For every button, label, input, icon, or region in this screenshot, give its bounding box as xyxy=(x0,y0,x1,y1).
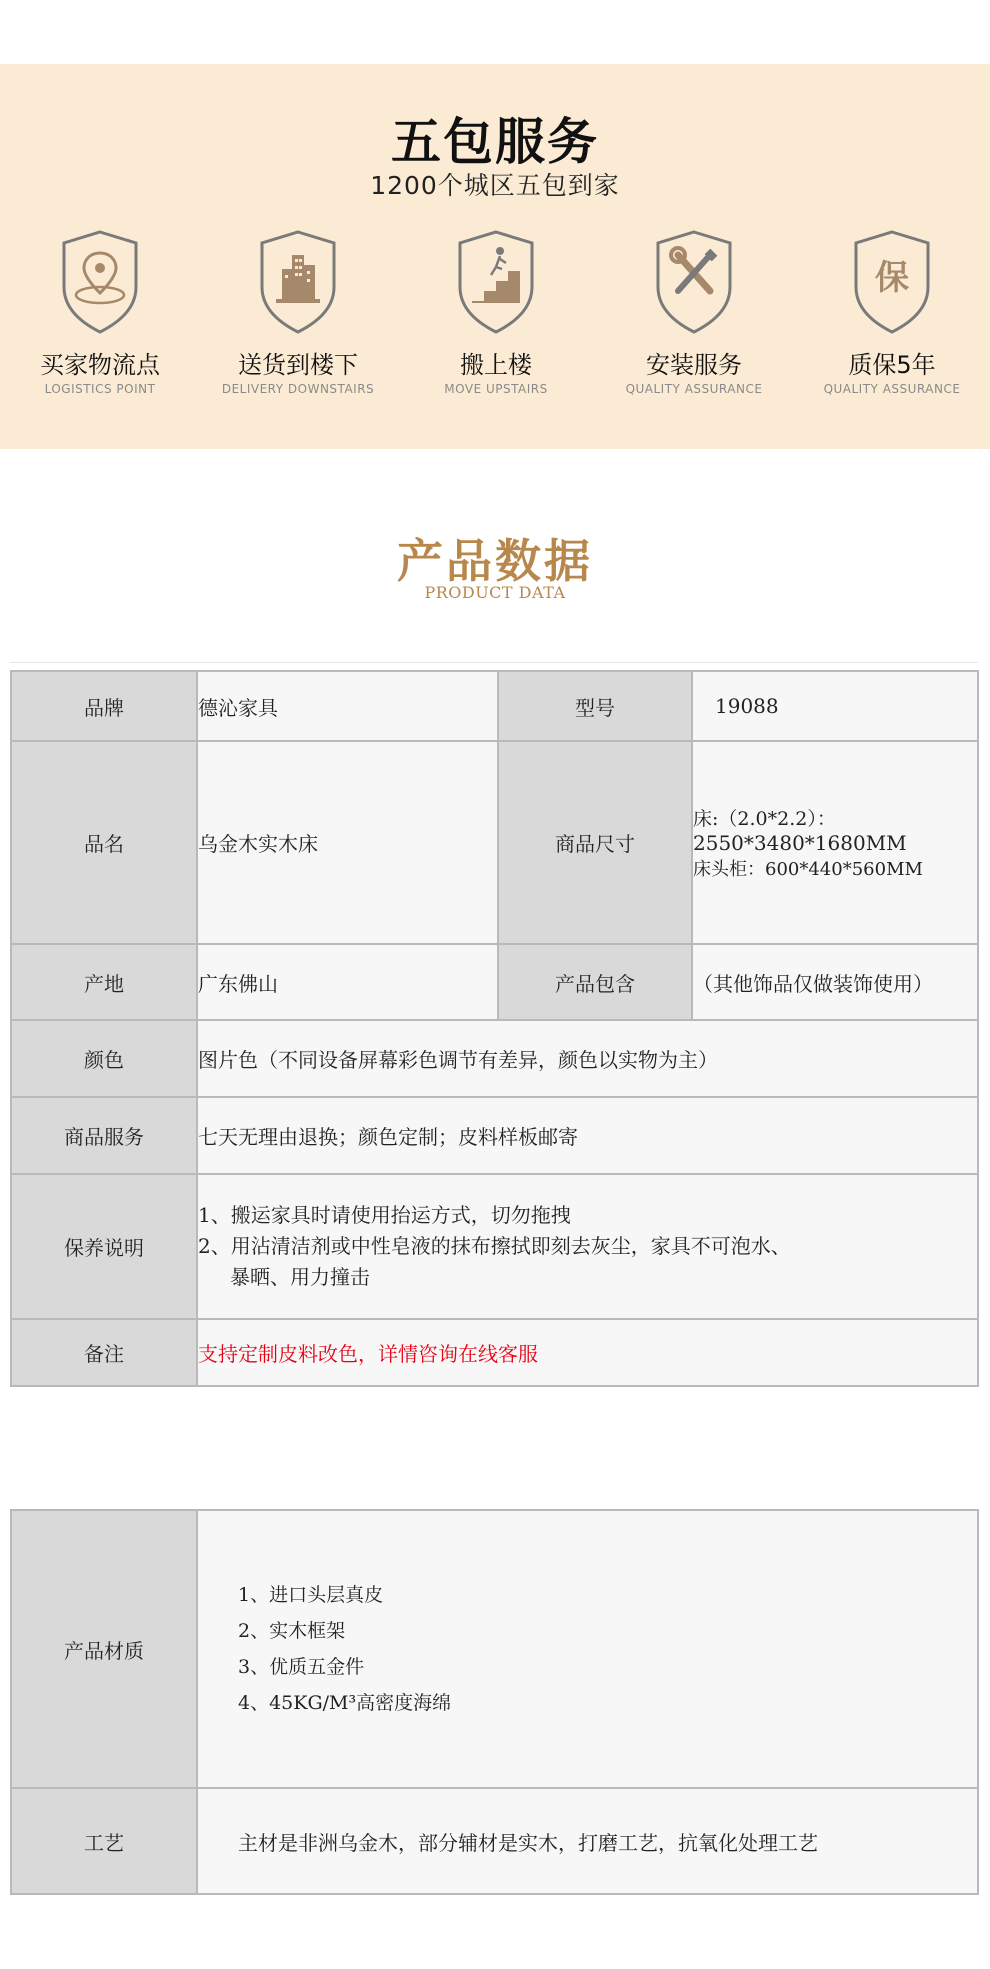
section-title: 产品数据 xyxy=(397,534,593,588)
contents-label: 产品包含 xyxy=(498,944,692,1020)
service-title: 五包服务 xyxy=(391,113,599,171)
section-subtitle: PRODUCT DATA xyxy=(424,583,566,602)
service-item-label: 搬上楼 xyxy=(460,351,532,379)
list-item: 2、实木框架 xyxy=(238,1620,346,1642)
service-label: 商品服务 xyxy=(11,1097,197,1174)
brand-value: 德沁家具 xyxy=(197,671,498,741)
material-table xyxy=(10,1509,979,1895)
size-line: 2550*3480*1680MM xyxy=(693,831,907,855)
brand-label: 品牌 xyxy=(11,671,197,741)
name-value: 乌金木实木床 xyxy=(197,741,498,944)
table-row xyxy=(11,741,978,944)
warranty-glyph: 保 xyxy=(875,258,909,298)
care-value xyxy=(197,1174,978,1319)
list-item: 3、优质五金件 xyxy=(238,1656,365,1678)
service-subtitle: 1200个城区五包到家 xyxy=(370,171,620,200)
service-item-delivery xyxy=(208,229,388,396)
note-value: 支持定制皮料改色，详情咨询在线客服 xyxy=(197,1319,978,1386)
list-item: 1、进口头层真皮 xyxy=(238,1584,384,1606)
service-banner xyxy=(0,64,990,449)
service-item-upstairs xyxy=(406,229,586,396)
service-item-label: 买家物流点 xyxy=(40,351,160,379)
service-item-logistics xyxy=(10,229,190,396)
model-label: 型号 xyxy=(498,671,692,741)
divider xyxy=(10,662,978,663)
service-item-label: 送货到楼下 xyxy=(238,351,358,379)
color-value: 图片色（不同设备屏幕彩色调节有差异，颜色以实物为主） xyxy=(197,1020,978,1097)
location-pin-icon xyxy=(60,229,140,335)
tools-icon xyxy=(654,229,734,335)
model-value: 19088 xyxy=(692,671,978,741)
table-row xyxy=(11,944,978,1020)
table-row xyxy=(11,1510,978,1788)
service-value: 七天无理由退换；颜色定制；皮料样板邮寄 xyxy=(197,1097,978,1174)
contents-value: （其他饰品仅做装饰使用） xyxy=(692,944,978,1020)
table-row xyxy=(11,1319,978,1386)
size-line: 床:（2.0*2.2）： xyxy=(693,808,836,830)
material-list xyxy=(197,1510,978,1788)
service-item-warranty xyxy=(802,229,982,396)
warranty-icon xyxy=(852,229,932,335)
service-item-install xyxy=(604,229,784,396)
craft-value: 主材是非洲乌金木，部分辅材是实木，打磨工艺，抗氧化处理工艺 xyxy=(197,1788,978,1894)
table-row xyxy=(11,1020,978,1097)
spec-table xyxy=(10,670,979,1387)
table-row xyxy=(11,1788,978,1894)
origin-label: 产地 xyxy=(11,944,197,1020)
care-line: 1、搬运家具时请使用抬运方式，切勿拖拽 xyxy=(198,1203,571,1227)
note-label: 备注 xyxy=(11,1319,197,1386)
list-item: 4、45KG/M³高密度海绵 xyxy=(238,1692,452,1714)
service-item-en: MOVE UPSTAIRS xyxy=(444,382,548,396)
service-item-en: QUALITY ASSURANCE xyxy=(823,382,961,396)
color-label: 颜色 xyxy=(11,1020,197,1097)
care-line: 暴晒、用力撞击 xyxy=(230,1265,370,1289)
care-line: 2、用沾清洁剂或中性皂液的抹布擦拭即刻去灰尘，家具不可泡水、 xyxy=(198,1234,791,1258)
service-item-en: DELIVERY DOWNSTAIRS xyxy=(221,382,375,396)
size-label: 商品尺寸 xyxy=(498,741,692,944)
material-label: 产品材质 xyxy=(11,1510,197,1788)
care-label: 保养说明 xyxy=(11,1174,197,1319)
service-item-label: 安装服务 xyxy=(646,351,742,379)
table-row xyxy=(11,1174,978,1319)
service-item-label: 质保5年 xyxy=(848,351,936,379)
origin-value: 广东佛山 xyxy=(197,944,498,1020)
craft-label: 工艺 xyxy=(11,1788,197,1894)
table-row xyxy=(11,1097,978,1174)
building-icon xyxy=(258,229,338,335)
stairs-icon xyxy=(456,229,536,335)
size-value xyxy=(692,741,978,944)
table-row xyxy=(11,671,978,741)
service-item-en: QUALITY ASSURANCE xyxy=(625,382,763,396)
size-line: 床头柜：600*440*560MM xyxy=(693,859,923,880)
service-item-en: LOGISTICS POINT xyxy=(44,382,156,396)
name-label: 品名 xyxy=(11,741,197,944)
